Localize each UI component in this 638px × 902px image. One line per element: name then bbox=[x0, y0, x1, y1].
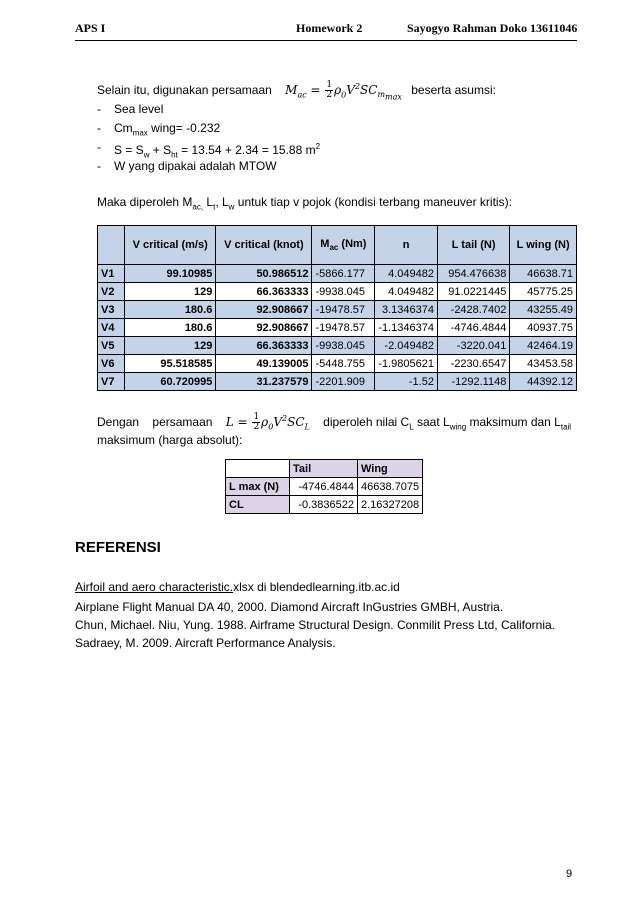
page-number: 9 bbox=[566, 868, 573, 880]
table-row: V4 180.6 92.908667 -19478.57 -1.1346374 -4746.4844 40937.75 bbox=[98, 319, 577, 337]
table-row: V1 99.10985 50.986512 -5866.177 4.049482 954.476638 46638.71 bbox=[98, 265, 577, 283]
table-row: L max (N) -4746.4844 46638.7075 bbox=[226, 478, 423, 496]
assumption-item: - W yang dipakai adalah MTOW bbox=[97, 159, 277, 173]
results-table bbox=[97, 225, 577, 391]
col-lwing: L wing (N) bbox=[510, 226, 577, 265]
table-row: V5 129 66.363333 -9938.045 -2.049482 -3220.041 42464.19 bbox=[98, 337, 577, 355]
col-v-ms: V critical (m/s) bbox=[125, 226, 216, 265]
col-mac: $M_{ac}$ (Nm) bbox=[312, 226, 375, 265]
header-course: APS I bbox=[75, 21, 106, 35]
intro-after: beserta asumsi: bbox=[411, 83, 496, 97]
table-header-row: Tail Wing bbox=[226, 460, 423, 478]
assumption-item: - Sea level bbox=[97, 102, 164, 116]
reference-item: Airplane Flight Manual DA 40, 2000. Diamond Aircraft InGustries GMBH, Austria. bbox=[75, 600, 504, 614]
lmax-table bbox=[225, 459, 423, 514]
table-row: V2 129 66.363333 -9938.045 4.049482 91.0221445 45775.25 bbox=[98, 283, 577, 301]
table-header-row bbox=[98, 226, 577, 265]
reference-link[interactable]: Airfoil and aero characteristic. bbox=[75, 580, 234, 594]
header-title: Homework 2 bbox=[296, 21, 363, 35]
table-row: V6 95.518585 49.139005 -5448.755 -1.9805621 -2230.6547 43453.58 bbox=[98, 355, 577, 373]
result-line: Maka diperoleh $M_{ac,}$ $L_t$, $L_w$ untuk tiap v pojok (kondisi terbang maneuver kritis): bbox=[97, 195, 512, 212]
col-n: n bbox=[375, 226, 438, 265]
references-heading: REFERENSI bbox=[75, 539, 161, 556]
col-ltail: L tail (N) bbox=[437, 226, 509, 265]
lift-para-line2: maksimum (harga absolut): bbox=[97, 433, 243, 447]
reference-item: Airfoil and aero characteristic.xlsx di blendedlearning.itb.ac.id bbox=[75, 580, 400, 594]
table-row: V7 60.720995 31.237579 -2201.909 -1.52 -1292.1148 44392.12 bbox=[98, 373, 577, 391]
lift-para-line1: Dengan persamaan L = $\frac{1}{2}$ $\rho_0V^2SC_L$ diperoleh nilai $C_L$ saat $L_{wing}$ maksimum dan $L_{tail}$ bbox=[97, 412, 572, 432]
assumption-item: - $Cm_{max}$ wing= -0.232 bbox=[97, 121, 221, 138]
intro-before: Selain itu, digunakan persamaan bbox=[97, 83, 272, 97]
lift-formula: L = $\frac{1}{2}$ $\rho_0V^2SC_L$ bbox=[225, 412, 310, 432]
header-divider bbox=[75, 40, 577, 41]
header-author: Sayogyo Rahman Doko 13611046 bbox=[407, 21, 578, 35]
reference-item: Sadraey, M. 2009. Aircraft Performance Analysis. bbox=[75, 636, 336, 650]
table-row: CL -0.3836522 2.16327208 bbox=[226, 496, 423, 514]
table-row: V3 180.6 92.908667 -19478.57 3.1346374 -2428.7402 43255.49 bbox=[98, 301, 577, 319]
col-v-knot: V critical (knot) bbox=[216, 226, 312, 265]
moment-formula: $M_{ac}$ = $\frac{1}{2}$ $\rho_0V^2SC_{m_{max}}$ bbox=[285, 80, 402, 102]
reference-item: Chun, Michael. Niu, Yung. 1988. Airframe Structural Design. Conmilit Press Ltd, California. bbox=[75, 618, 555, 632]
assumption-item: - $S = S_w + S_{ht} = 13.54 + 2.34 = 15.88$ $m^2$ bbox=[97, 140, 321, 160]
